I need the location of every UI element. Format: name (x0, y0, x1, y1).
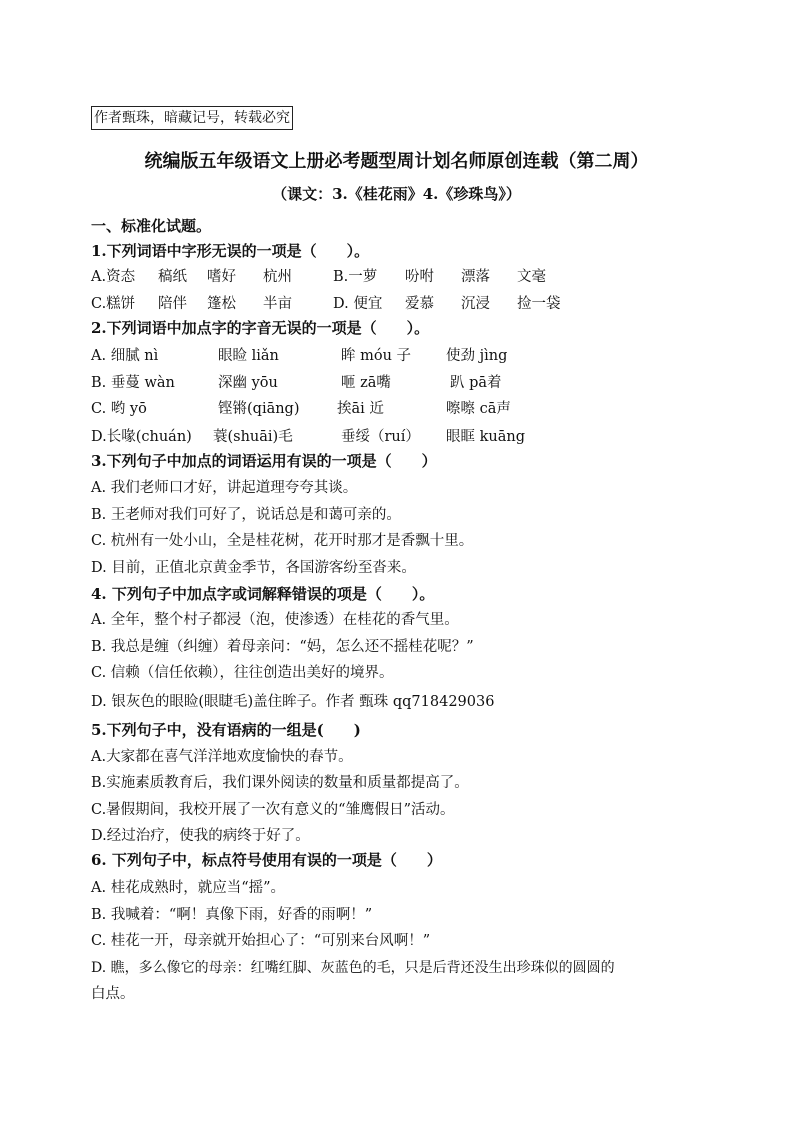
q2-item: D.长喙(chuán) (91, 429, 192, 445)
q2-item: 垂绥（ruí） (341, 429, 420, 445)
q3-stem: 3.下列句子中加点的词语运用有误的一项是（ ） (91, 452, 437, 470)
q6-option-b: B. 我喊着：“啊！真像下雨，好香的雨啊！” (91, 907, 373, 923)
q2-item: 趴 pā着 (450, 375, 502, 391)
q1-word: 沉浸 (461, 296, 490, 312)
q2-item: C. 哟 yō (91, 401, 147, 417)
q4-stem: 4. 下列句子中加点字或词解释错误的项是（ ）。 (91, 585, 435, 603)
q1-word: 篷松 (207, 296, 236, 312)
q6-option-d: D. 瞧，多么像它的母亲：红嘴红脚、灰蓝色的毛，只是后背还没生出珍珠似的圆圆的 (91, 960, 615, 976)
page-title: 统编版五年级语文上册必考题型周计划名师原创连载（第二周） (144, 151, 649, 172)
q1-stem: 1.下列词语中字形无误的一项是（ ）。 (91, 242, 370, 260)
q1-word: 杭州 (263, 269, 292, 285)
q2-item: 眸 móu 子 (341, 348, 412, 364)
q5-option-d: D.经过治疗，使我的病终于好了。 (91, 828, 310, 844)
q3-option-c: C. 杭州有一处小山，全是桂花树，花开时那才是香飘十里。 (91, 533, 474, 549)
q2-item: 深幽 yōu (218, 375, 278, 391)
q6-stem: 6. 下列句子中，标点符号使用有误的一项是（ ） (91, 851, 442, 869)
q2-item: 挨āi 近 (337, 401, 384, 417)
q2-item: A. 细腻 nì (91, 348, 159, 364)
q3-option-d: D. 目前，正值北京黄金季节，各国游客纷至沓来。 (91, 560, 416, 576)
q2-item: B. 垂蔓 wàn (91, 375, 175, 391)
q5-option-c: C.暑假期间，我校开展了一次有意义的“雏鹰假日”活动。 (91, 802, 455, 818)
q3-option-b: B. 王老师对我们可好了，说话总是和蔼可亲的。 (91, 507, 401, 523)
q2-item: 嚓嚓 cā声 (446, 401, 511, 417)
page-subtitle: （课文：3.《桂花雨》4.《珍珠鸟》） (272, 185, 521, 203)
q1-word: 半亩 (263, 296, 292, 312)
q1-word: 嗜好 (207, 269, 236, 285)
q2-item: 眼眶 kuāng (446, 429, 525, 445)
q3-option-a: A. 我们老师口才好，讲起道理夸夸其谈。 (91, 480, 358, 496)
q1-word: C.糕饼 (91, 296, 136, 312)
q5-option-b: B.实施素质教育后，我们课外阅读的数量和质量都提高了。 (91, 775, 469, 791)
q1-word: D. 便宜 (333, 296, 383, 312)
q2-item: 使劲 jìng (446, 348, 508, 364)
q2-item: 铿锵(qiāng) (218, 401, 300, 417)
q1-word: 漂落 (461, 269, 490, 285)
q1-word: 稿纸 (158, 269, 187, 285)
q6-option-d-continued: 白点。 (91, 986, 135, 1002)
author-note-box: 作者甄珠，暗藏记号，转载必究 (91, 106, 293, 130)
q5-option-a: A.大家都在喜气洋洋地欢度愉快的春节。 (91, 749, 353, 765)
q4-option-b: B. 我总是缠（纠缠）着母亲问：“妈，怎么还不摇桂花呢？” (91, 639, 474, 655)
q6-option-a: A. 桂花成熟时，就应当“摇”。 (91, 880, 286, 896)
q4-option-c: C. 信赖（信任依赖），往往创造出美好的境界。 (91, 665, 394, 681)
section-heading: 一、标准化试题。 (91, 217, 212, 235)
q2-item: 蓑(shuāi)毛 (213, 429, 293, 445)
q1-word: 吩咐 (405, 269, 434, 285)
q2-item: 眼睑 liǎn (218, 348, 279, 364)
q1-word: B.一萝 (333, 269, 378, 285)
q1-word: 捡一袋 (517, 296, 561, 312)
q4-option-a: A. 全年，整个村子都浸（泡，使渗透）在桂花的香气里。 (91, 612, 459, 628)
q5-stem: 5.下列句子中，没有语病的一组是( ) (91, 721, 361, 739)
q1-word: 爱慕 (405, 296, 434, 312)
q2-stem: 2.下列词语中加点字的字音无误的一项是（ ）。 (91, 319, 430, 337)
q1-word: 陪伴 (158, 296, 187, 312)
q6-option-c: C. 桂花一开，母亲就开始担心了：“可别来台风啊！” (91, 933, 431, 949)
q4-option-d: D. 银灰色的眼睑(眼睫毛)盖住眸子。作者 甄珠 qq718429036 (91, 694, 495, 710)
q1-word: 文毫 (517, 269, 546, 285)
q2-item: 咂 zā嘴 (341, 375, 391, 391)
q1-word: A.资态 (91, 269, 136, 285)
